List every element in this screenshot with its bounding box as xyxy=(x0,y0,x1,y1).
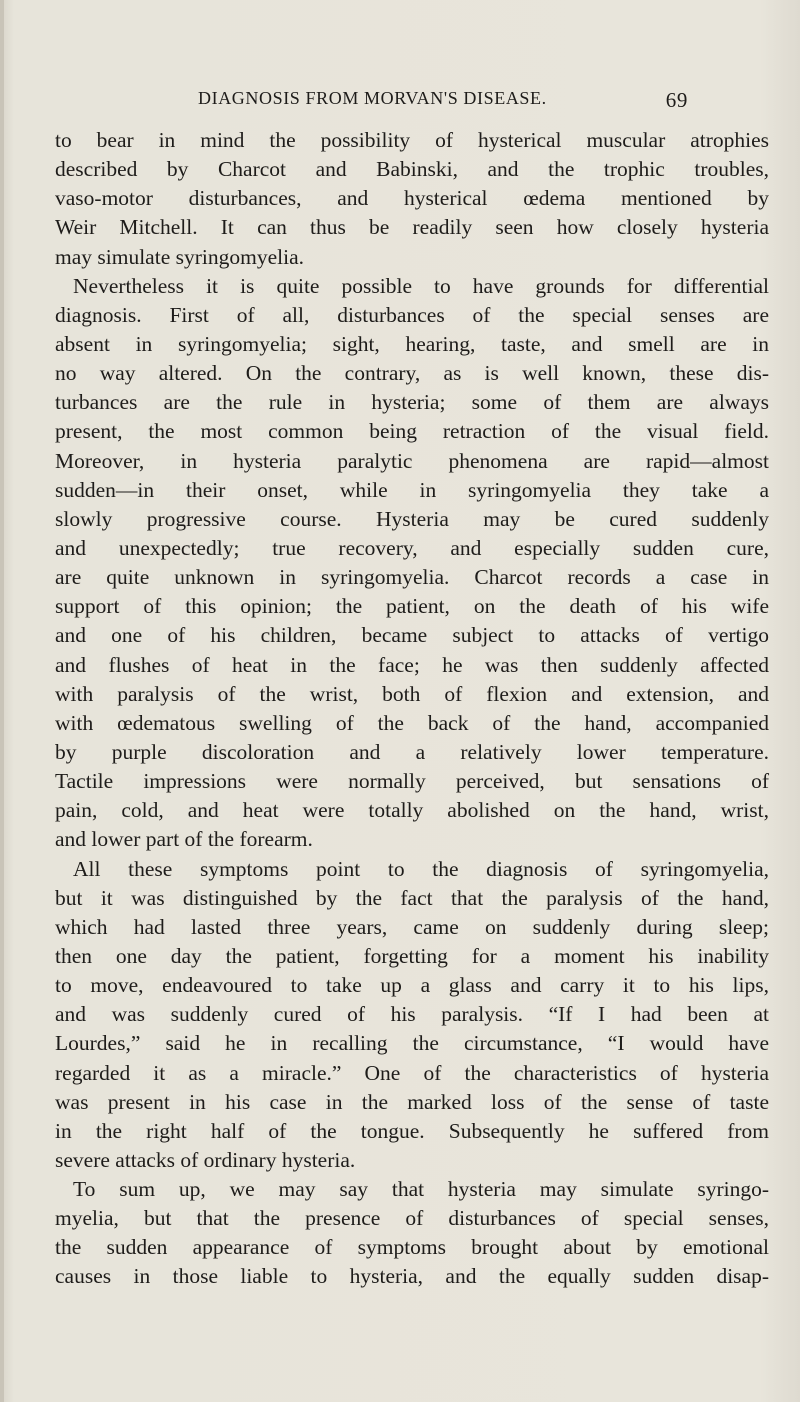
text-line: Moreover, in hysteria paralytic phenomena are rapid—almost xyxy=(55,448,769,473)
text-line: Nevertheless it is quite possible to have grounds for differential xyxy=(73,273,769,298)
text-line: and unexpectedly; true recovery, and especially sudden cure, xyxy=(55,535,769,560)
text-line: To sum up, we may say that hysteria may simulate syringo- xyxy=(73,1177,769,1202)
text-line: sudden—in their onset, while in syringomyelia they take a xyxy=(55,477,769,502)
text-line: with paralysis of the wrist, both of flexion and extension, and xyxy=(55,681,769,706)
text-line: regarded it as a miracle.” One of the characteristics of hysteria xyxy=(55,1060,769,1085)
page-number: 69 xyxy=(665,88,688,112)
text-line: vaso-motor disturbances, and hysterical œdema mentioned by xyxy=(55,186,769,211)
page-gutter-edge xyxy=(0,0,4,1402)
text-line: and flushes of heat in the face; he was then suddenly affected xyxy=(55,652,769,677)
text-line: severe attacks of ordinary hysteria. xyxy=(55,1147,356,1172)
text-line: to bear in mind the possibility of hysterical muscular atrophies xyxy=(55,128,769,152)
text-line: and one of his children, became subject to attacks of vertigo xyxy=(55,623,769,648)
text-line: slowly progressive course. Hysteria may be cured suddenly xyxy=(55,506,769,531)
text-line: no way altered. On the contrary, as is well known, these dis- xyxy=(55,361,769,386)
text-line: diagnosis. First of all, disturbances of the special senses are xyxy=(55,302,769,327)
text-line: Lourdes,” said he in recalling the circumstance, “I would have xyxy=(55,1031,769,1056)
text-line: then one day the patient, forgetting for a moment his inability xyxy=(55,943,769,968)
text-line: pain, cold, and heat were totally abolished on the hand, wrist, xyxy=(55,798,769,823)
text-line: with œdematous swelling of the back of the hand, accompanied xyxy=(55,710,769,735)
text-line: absent in syringomyelia; sight, hearing, taste, and smell are in xyxy=(55,331,769,356)
running-head xyxy=(168,88,688,112)
text-line: causes in those liable to hysteria, and the equally sudden disap- xyxy=(55,1264,769,1289)
text-line: and was suddenly cured of his paralysis. “If I had been at xyxy=(55,1002,769,1027)
text-line: to move, endeavoured to take up a glass and carry it to his lips, xyxy=(55,973,769,998)
body-text xyxy=(55,126,769,1292)
text-line: Weir Mitchell. It can thus be readily seen how closely hysteria xyxy=(55,215,769,240)
text-line: Tactile impressions were normally perceived, but sensations of xyxy=(55,769,769,794)
paragraph-3 xyxy=(55,855,769,1176)
text-line: which had lasted three years, came on suddenly during sleep; xyxy=(55,914,769,939)
text-line: described by Charcot and Babinski, and the trophic troubles, xyxy=(55,157,769,182)
paragraph-4 xyxy=(55,1175,769,1292)
text-line: may simulate syringomyelia. xyxy=(55,244,304,269)
text-line: was present in his case in the marked loss of the sense of taste xyxy=(55,1089,769,1114)
text-line: and lower part of the forearm. xyxy=(55,827,313,852)
text-line: by purple discoloration and a relatively lower temperature. xyxy=(55,739,769,764)
text-line: All these symptoms point to the diagnosis of syringomyelia, xyxy=(73,856,769,881)
text-line: but it was distinguished by the fact that the paralysis of the hand, xyxy=(55,885,769,910)
text-line: present, the most common being retraction of the visual field. xyxy=(55,419,769,444)
text-line: are quite unknown in syringomyelia. Charcot records a case in xyxy=(55,565,769,590)
text-line: the sudden appearance of symptoms brought about by emotional xyxy=(55,1235,769,1260)
paragraph-2 xyxy=(55,272,769,855)
running-title: DIAGNOSIS FROM MORVAN'S DISEASE. xyxy=(198,88,547,108)
text-line: myelia, but that the presence of disturbances of special senses, xyxy=(55,1206,769,1231)
text-line: turbances are the rule in hysteria; some of them are always xyxy=(55,390,769,415)
paragraph-1 xyxy=(55,126,769,272)
text-line: support of this opinion; the patient, on the death of his wife xyxy=(55,594,769,619)
text-line: in the right half of the tongue. Subsequently he suffered from xyxy=(55,1118,769,1143)
